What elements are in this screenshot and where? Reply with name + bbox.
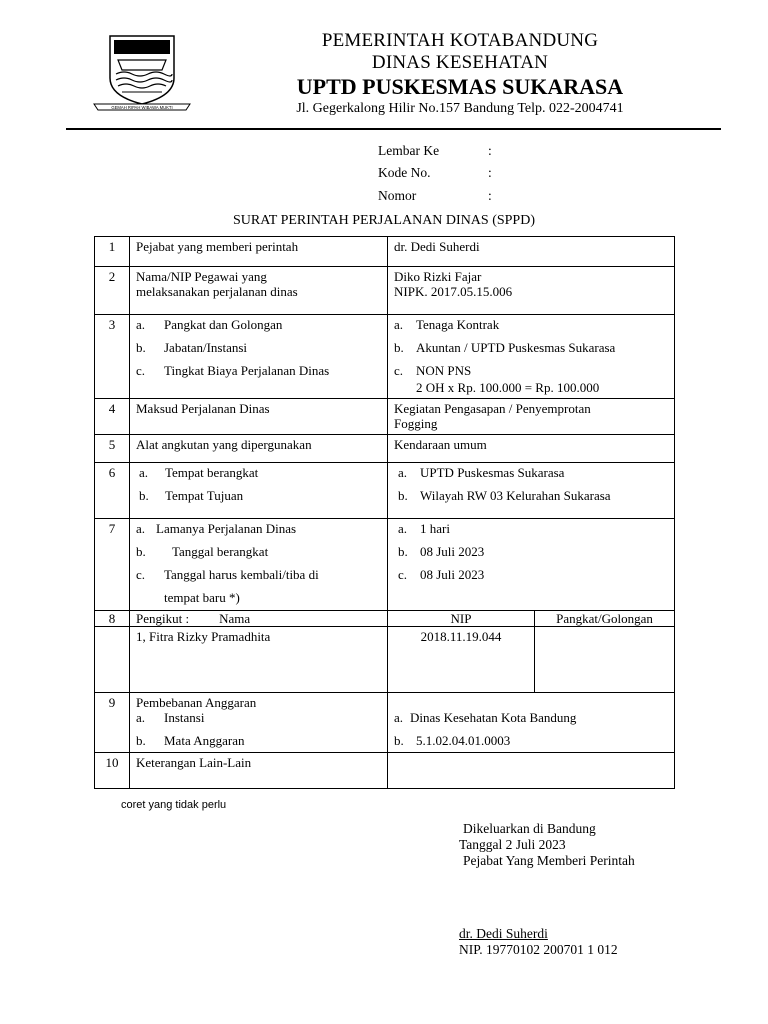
item-letter: b. <box>398 488 408 503</box>
item-value: 1 hari <box>420 521 450 536</box>
row-label-line: melaksanakan perjalanan dinas <box>136 284 298 299</box>
row-value <box>388 519 675 611</box>
item-label: Lamanya Perjalanan Dinas <box>156 521 297 536</box>
companion-header <box>130 611 388 627</box>
row-value <box>388 399 675 435</box>
table-row <box>95 463 675 519</box>
item-letter: b. <box>394 733 404 748</box>
item-value: Wilayah RW 03 Kelurahan Sukarasa <box>420 488 611 503</box>
row-number: 10 <box>95 753 130 789</box>
item-value: Akuntan / UPTD Puskesmas Sukarasa <box>416 340 616 355</box>
header-address: Jl. Gegerkalong Hilir No.157 Bandung Telp. 022-2004741 <box>296 101 624 116</box>
item-letter: a. <box>136 317 146 332</box>
item-letter: a. <box>136 521 146 536</box>
row-label <box>130 519 388 611</box>
employee-name: Diko Rizki Fajar <box>394 269 482 284</box>
item-label: Tempat berangkat <box>165 465 259 480</box>
row-label: Pejabat yang memberi perintah <box>130 237 388 267</box>
item-letter: a. <box>394 710 404 725</box>
meta-colon: : <box>488 165 492 180</box>
item-letter: b. <box>136 340 146 355</box>
row-label: Alat angkutan yang dipergunakan <box>130 435 388 463</box>
item-letter: b. <box>136 733 146 748</box>
row-label: Maksud Perjalanan Dinas <box>130 399 388 435</box>
row-number: 3 <box>95 315 130 399</box>
item-value: 08 Juli 2023 <box>420 544 485 559</box>
item-value: 08 Juli 2023 <box>420 567 485 582</box>
row-label <box>130 267 388 315</box>
row-number: 2 <box>95 267 130 315</box>
companion-nip: 2018.11.19.044 <box>388 627 535 693</box>
meta-lembar <box>378 143 492 159</box>
item-label: Tingkat Biaya Perjalanan Dinas <box>164 363 330 378</box>
item-letter: c. <box>394 363 404 378</box>
table-row <box>95 627 675 693</box>
meta-kode <box>378 165 492 181</box>
city-emblem-logo <box>92 30 192 112</box>
item-label: Instansi <box>164 710 205 725</box>
meta-colon: : <box>488 143 492 158</box>
signer-role: Pejabat Yang Memberi Perintah <box>463 853 635 868</box>
item-value: Tenaga Kontrak <box>416 317 500 332</box>
table-row <box>95 267 675 315</box>
item-label: Mata Anggaran <box>164 733 245 748</box>
issued-date: Tanggal 2 Juli 2023 <box>459 837 566 852</box>
companion-rank <box>535 627 675 693</box>
row-number: 9 <box>95 693 130 753</box>
row-value <box>388 753 675 789</box>
row-number: 6 <box>95 463 130 519</box>
table-row <box>95 237 675 267</box>
rank-header: Pangkat/Golongan <box>535 611 675 627</box>
table-row <box>95 753 675 789</box>
row-number-empty <box>95 627 130 693</box>
item-value: 5.1.02.04.01.0003 <box>416 733 511 748</box>
item-label: Pangkat dan Golongan <box>164 317 283 332</box>
item-letter: a. <box>398 465 408 480</box>
item-letter: b. <box>398 544 408 559</box>
footnote: coret yang tidak perlu <box>121 799 227 811</box>
signer-nip: NIP. 19770102 200701 1 012 <box>459 942 618 957</box>
meta-lembar-label: Lembar Ke <box>378 143 440 158</box>
row-value: Kendaraan umum <box>388 435 675 463</box>
table-row <box>95 693 675 753</box>
table-row <box>95 435 675 463</box>
item-letter: a. <box>136 710 146 725</box>
meta-nomor <box>378 188 492 204</box>
row-label <box>130 315 388 399</box>
item-value: Dinas Kesehatan Kota Bandung <box>410 710 577 725</box>
row-label-line: Nama/NIP Pegawai yang <box>136 269 267 284</box>
companion-label: Pengikut : <box>136 611 190 626</box>
sppd-table <box>94 236 675 789</box>
companion-name: 1, Fitra Rizky Pramadhita <box>130 627 388 693</box>
meta-colon: : <box>488 188 492 203</box>
item-letter: a. <box>398 521 408 536</box>
table-row <box>95 519 675 611</box>
row-value: dr. Dedi Suherdi <box>388 237 675 267</box>
item-letter: b. <box>394 340 404 355</box>
row-number: 7 <box>95 519 130 611</box>
item-label-cont: tempat baru *) <box>164 590 240 605</box>
nip-header: NIP <box>388 611 535 627</box>
table-row <box>95 611 675 627</box>
row-label <box>130 463 388 519</box>
item-letter: b. <box>136 544 146 559</box>
row-number: 4 <box>95 399 130 435</box>
document-title: SURAT PERINTAH PERJALANAN DINAS (SPPD) <box>233 213 535 228</box>
header-department: DINAS KESEHATAN <box>371 52 549 73</box>
purpose-line: Kegiatan Pengasapan / Penyemprotan <box>394 401 591 416</box>
meta-nomor-label: Nomor <box>378 188 417 203</box>
item-letter: c. <box>136 567 146 582</box>
item-label: Jabatan/Instansi <box>164 340 248 355</box>
item-letter: c. <box>136 363 146 378</box>
logo-motto: GEMAH RIPAH WIBAWA MUKTI <box>111 105 173 110</box>
row-value <box>388 693 675 753</box>
row-number: 5 <box>95 435 130 463</box>
item-label: Tanggal harus kembali/tiba di <box>164 567 319 582</box>
header-institution: UPTD PUSKESMAS SUKARASA <box>296 74 624 99</box>
row-label: Keterangan Lain-Lain <box>130 753 388 789</box>
item-label: Tempat Tujuan <box>165 488 244 503</box>
item-value: NON PNS <box>416 363 472 378</box>
item-letter: a. <box>139 465 149 480</box>
travel-cost-calc: 2 OH x Rp. 100.000 = Rp. 100.000 <box>416 380 600 395</box>
meta-kode-label: Kode No. <box>378 165 431 180</box>
header-government: PEMERINTAH KOTABANDUNG <box>321 30 599 51</box>
row-label <box>130 693 388 753</box>
table-row <box>95 315 675 399</box>
issued-place: Dikeluarkan di Bandung <box>463 821 596 836</box>
item-letter: a. <box>394 317 404 332</box>
signer-name: dr. Dedi Suherdi <box>459 926 548 941</box>
row-number: 1 <box>95 237 130 267</box>
row-value <box>388 315 675 399</box>
row-value <box>388 463 675 519</box>
purpose-line: Fogging <box>394 416 438 431</box>
name-header: Nama <box>219 611 251 626</box>
item-letter: b. <box>139 488 149 503</box>
letterhead-rule <box>66 128 721 130</box>
row-value <box>388 267 675 315</box>
item-letter: c. <box>398 567 408 582</box>
item-value: UPTD Puskesmas Sukarasa <box>420 465 565 480</box>
budget-label: Pembebanan Anggaran <box>136 695 257 710</box>
employee-nip: NIPK. 2017.05.15.006 <box>394 284 513 299</box>
table-row <box>95 399 675 435</box>
item-label: Tanggal berangkat <box>172 544 269 559</box>
row-number: 8 <box>95 611 130 627</box>
